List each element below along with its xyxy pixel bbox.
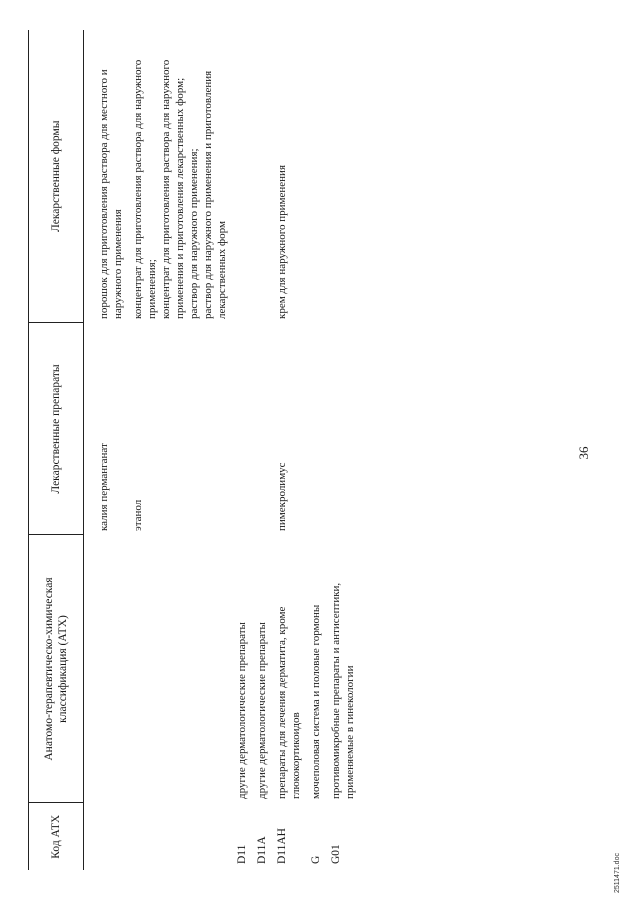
drug-name xyxy=(232,323,252,535)
header-forms: Лекарственные формы xyxy=(29,30,84,323)
table-row xyxy=(252,30,272,870)
atx-classification: мочеполовая система и половые гормоны xyxy=(310,604,322,799)
atx-code xyxy=(94,803,128,870)
table-row xyxy=(272,30,306,870)
atx-classification xyxy=(94,535,128,803)
table-row xyxy=(128,30,232,870)
dosage-forms xyxy=(326,30,360,323)
table-header-row xyxy=(29,30,84,870)
drug-name xyxy=(306,323,326,535)
table-row xyxy=(326,30,360,870)
footer-file-code: 2511471.doc xyxy=(614,853,621,893)
atx-code: D11A xyxy=(256,836,268,864)
atx-classification: другие дерматологические препараты xyxy=(256,622,268,799)
table-row xyxy=(306,30,326,870)
dosage-form: концентрат для приготовления раствора для наружного применения и приготовления лекарственных форм; xyxy=(160,59,186,319)
atx-code xyxy=(128,803,232,870)
atx-classification: противомикробные препараты и антисептики, применяемые в гинекологии xyxy=(330,582,356,799)
drug-name xyxy=(252,323,272,535)
dosage-form: концентрат для приготовления раствора для наружного применения; xyxy=(132,59,158,319)
header-classification: Анатомо-терапевтическо-химическая классификация (АТХ) xyxy=(29,535,84,803)
dosage-forms xyxy=(128,30,232,323)
header-code: Код АТХ xyxy=(29,803,84,870)
atx-code: G xyxy=(310,855,322,864)
page-number: 36 xyxy=(576,446,591,460)
table-row xyxy=(94,30,128,870)
dosage-form: крем для наружного применения xyxy=(276,164,288,319)
dosage-forms xyxy=(94,30,128,323)
atx-classification: другие дерматологические препараты xyxy=(236,622,248,799)
dosage-forms xyxy=(252,30,272,323)
atx-classification: препараты для лечения дерматита, кроме глюкокортикоидов xyxy=(276,606,302,799)
dosage-form: раствор для наружного применения и приготовления лекарственных форм xyxy=(202,70,228,319)
atx-code: G01 xyxy=(330,844,342,864)
atx-table xyxy=(28,30,360,870)
drug-name: пимекролимус xyxy=(276,462,288,531)
dosage-form: раствор для наружного применения; xyxy=(188,148,200,319)
drug-name: этанол xyxy=(132,499,144,531)
atx-code: D11AH xyxy=(276,828,288,864)
table-row xyxy=(232,30,252,870)
dosage-forms xyxy=(306,30,326,323)
drug-name xyxy=(326,323,360,535)
header-drugs: Лекарственные препараты xyxy=(29,323,84,535)
drug-name: калия перманганат xyxy=(98,443,110,531)
dosage-form: порошок для приготовления раствора для местного и наружного применения xyxy=(98,69,124,319)
atx-code: D11 xyxy=(236,844,248,864)
dosage-forms xyxy=(272,30,306,323)
atx-classification xyxy=(128,535,232,803)
dosage-forms xyxy=(232,30,252,323)
